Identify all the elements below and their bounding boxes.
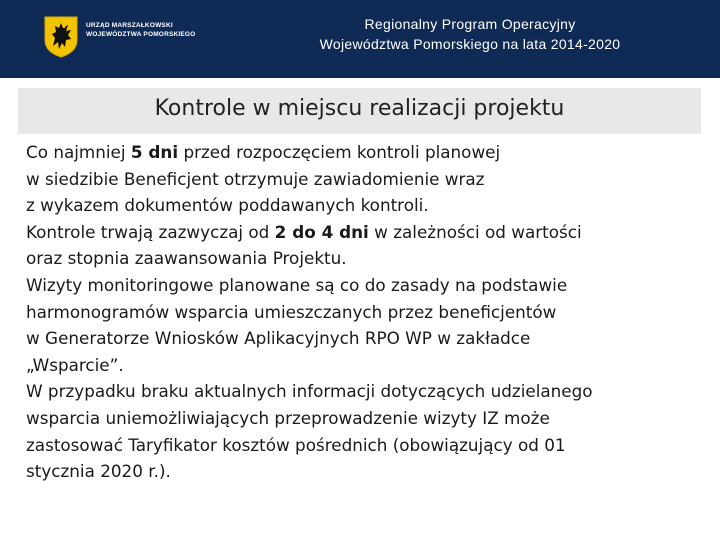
text-run: wsparcia uniemożliwiających przeprowadzenie wizyty IZ może: [26, 407, 550, 428]
program-title-line-2: Województwa Pomorskiego na lata 2014-2020: [319, 36, 621, 52]
text-run: Co najmniej: [26, 142, 131, 162]
paragraph-line: [26, 325, 706, 352]
program-title-line-1: Regionalny Program Operacyjny: [364, 16, 576, 32]
slide-body: [26, 139, 706, 485]
text-run: Kontrole trwają zazwyczaj od: [26, 221, 275, 242]
text-run: Wizyty monitoringowe planowane są co do zasady na podstawie: [26, 274, 568, 295]
paragraph-line: [26, 352, 706, 379]
body-paragraph: [26, 272, 706, 378]
paragraph-line: [26, 405, 706, 432]
text-run: harmonogramów wsparcia umieszczanych przez beneficjentów: [26, 301, 557, 322]
text-run: w Generatorze Wniosków Aplikacyjnych RPO WP w zakładce: [26, 328, 531, 349]
paragraph-line: [26, 219, 706, 246]
body-paragraph: [26, 139, 706, 219]
header-bar: [0, 0, 720, 78]
slide-title-bar: [18, 88, 701, 134]
text-run: przed rozpoczęciem kontroli planowej: [178, 142, 501, 162]
logo-caption-line-2: WOJEWÓDZTWA POMORSKIEGO: [86, 31, 196, 38]
text-run: w siedzibie Beneficjent otrzymuje zawiadomienie wraz: [26, 168, 485, 189]
program-title: [240, 14, 700, 54]
paragraph-line: [26, 272, 706, 299]
paragraph-line: [26, 432, 706, 459]
paragraph-line: [26, 299, 706, 326]
text-run: z wykazem dokumentów poddawanych kontroli.: [26, 195, 429, 216]
logo-caption: [86, 21, 195, 39]
text-run: „Wsparcie”.: [26, 354, 124, 375]
bold-text-run: 2 do 4 dni: [274, 221, 369, 242]
text-run: W przypadku braku aktualnych informacji dotyczących udzielanego: [26, 381, 593, 402]
paragraph-line: [26, 458, 706, 485]
paragraph-line: [26, 139, 706, 166]
text-run: w zależności od wartości: [368, 221, 582, 242]
bold-text-run: 5 dni: [130, 142, 179, 162]
paragraph-line: [26, 166, 706, 193]
paragraph-line: [26, 245, 706, 272]
text-run: zastosować Taryfikator kosztów pośrednich (obowiązujący od 01: [26, 434, 566, 455]
paragraph-line: [26, 378, 706, 405]
text-run: stycznia 2020 r.).: [26, 461, 171, 482]
body-paragraph: [26, 219, 706, 272]
logo-caption-line-1: URZĄD MARSZAŁKOWSKI: [86, 22, 173, 29]
paragraph-line: [26, 192, 706, 219]
slide-title: Kontrole w miejscu realizacji projektu: [154, 96, 565, 121]
text-run: oraz stopnia zaawansowania Projektu.: [26, 248, 347, 269]
body-paragraph: [26, 378, 706, 484]
griffin-coat-of-arms-icon: [44, 16, 78, 58]
